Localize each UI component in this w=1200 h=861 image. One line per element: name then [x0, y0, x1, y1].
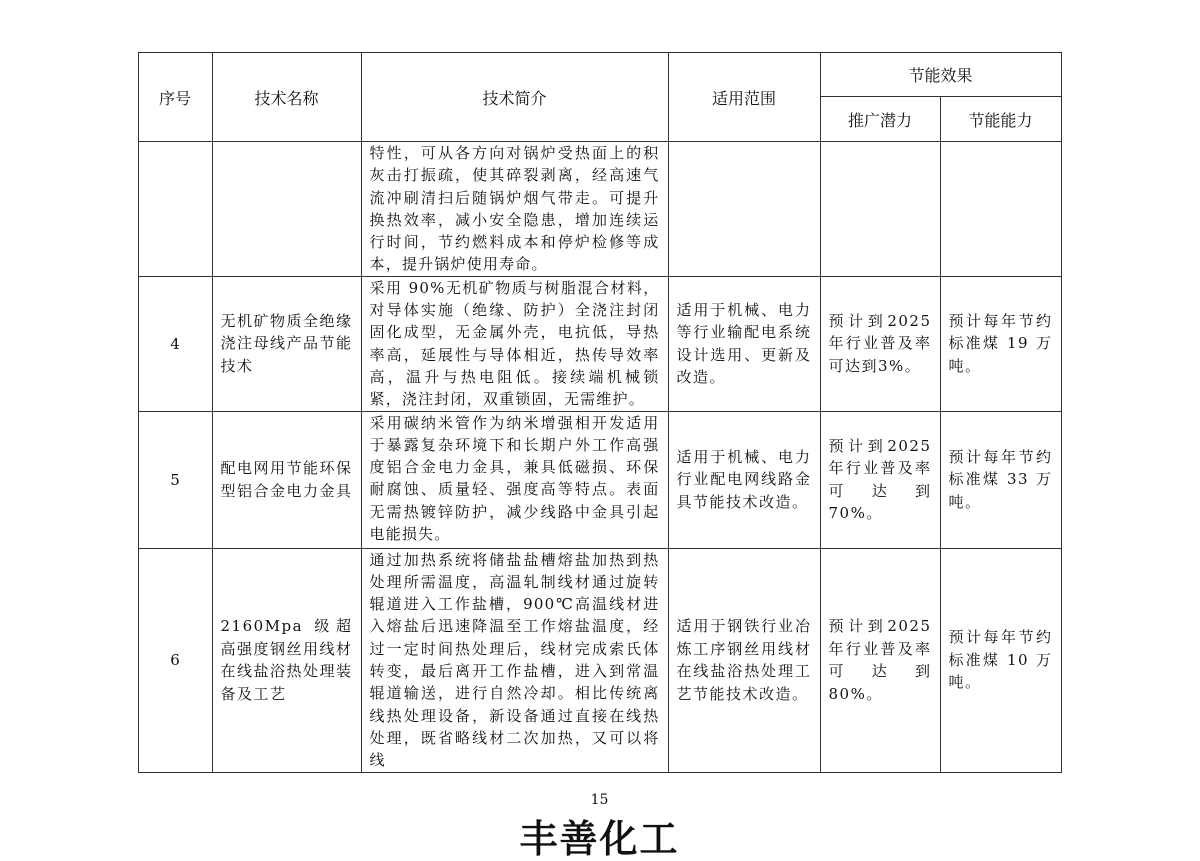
- table-row: [138, 142, 1061, 277]
- row-no: 5: [138, 411, 212, 548]
- row-intro: 采用 90%无机矿物质与树脂混合材料，对导体实施（绝缘、防护）全浇注封闭固化成型，无金属外壳，电抗低，导热率高，延展性与导体相近，热传导效率高，温升与热电阻低。接续端机械锁紧，浇注封闭，双重锁固，无需维护。: [361, 276, 668, 411]
- row-capacity: 预计每年节约标准煤 10 万吨。: [940, 548, 1061, 772]
- row-potential: [820, 142, 940, 277]
- row-intro: 特性，可从各方向对锅炉受热面上的积灰击打振疏，使其碎裂剥离，经高速气流冲刷清扫后随锅炉烟气带走。可提升换热效率，减小安全隐患，增加连续运行时间，节约燃料成本和停炉检修等成本，提升锅炉使用寿命。: [361, 142, 668, 277]
- table-row: [138, 411, 1061, 548]
- header-effect: 节能效果: [820, 53, 1061, 97]
- row-scope: 适用于钢铁行业冶炼工序钢丝用线材在线盐浴热处理工艺节能技术改造。: [668, 548, 820, 772]
- row-scope: 适用于机械、电力等行业输配电系统设计选用、更新及改造。: [668, 276, 820, 411]
- row-capacity: 预计每年节约标准煤 33 万吨。: [940, 411, 1061, 548]
- watermark: 丰善化工: [519, 816, 680, 861]
- row-intro: 采用碳纳米管作为纳米增强相开发适用于暴露复杂环境下和长期户外工作高强度铝合金电力金具，兼具低磁损、环保耐腐蚀、质量轻、强度高等特点。表面无需热镀锌防护，减少线路中金具引起电能损失。: [361, 411, 668, 548]
- header-no: 序号: [138, 53, 212, 142]
- row-intro: 通过加热系统将储盐盐槽熔盐加热到热处理所需温度，高温轧制线材通过旋转辊道进入工作盐槽，900℃高温线材进入熔盐后迅速降温至工作熔盐温度，经过一定时间热处理后，线材完成索氏体转变，最后离开工作盐槽，进入到常温辊道输送，进行自然冷却。相比传统离线热处理设备，新设备通过直接在线热处理，既省略线材二次加热，又可以将线: [361, 548, 668, 772]
- row-potential: 预计到2025年行业普及率可达到80%。: [820, 548, 940, 772]
- header-potential: 推广潜力: [820, 97, 940, 142]
- page-content: [138, 52, 1061, 861]
- row-potential: 预计到2025年行业普及率可达到70%。: [820, 411, 940, 548]
- page-number: 15: [590, 791, 609, 808]
- row-name: 无机矿物质全绝缘浇注母线产品节能技术: [212, 276, 361, 411]
- row-no: 6: [138, 548, 212, 772]
- row-scope: [668, 142, 820, 277]
- row-name: 2160Mpa 级超高强度钢丝用线材在线盐浴热处理装备及工艺: [212, 548, 361, 772]
- row-capacity: 预计每年节约标准煤 19 万吨。: [940, 276, 1061, 411]
- header-intro: 技术简介: [361, 53, 668, 142]
- table-row: [138, 276, 1061, 411]
- header-capacity: 节能能力: [940, 97, 1061, 142]
- energy-saving-tech-table: [138, 52, 1062, 773]
- row-capacity: [940, 142, 1061, 277]
- row-scope: 适用于机械、电力行业配电网线路金具节能技术改造。: [668, 411, 820, 548]
- row-name: [212, 142, 361, 277]
- row-potential: 预计到2025年行业普及率可达到3%。: [820, 276, 940, 411]
- header-name: 技术名称: [212, 53, 361, 142]
- row-no: [138, 142, 212, 277]
- row-name: 配电网用节能环保型铝合金电力金具: [212, 411, 361, 548]
- table-row: [138, 548, 1061, 772]
- row-no: 4: [138, 276, 212, 411]
- header-scope: 适用范围: [668, 53, 820, 142]
